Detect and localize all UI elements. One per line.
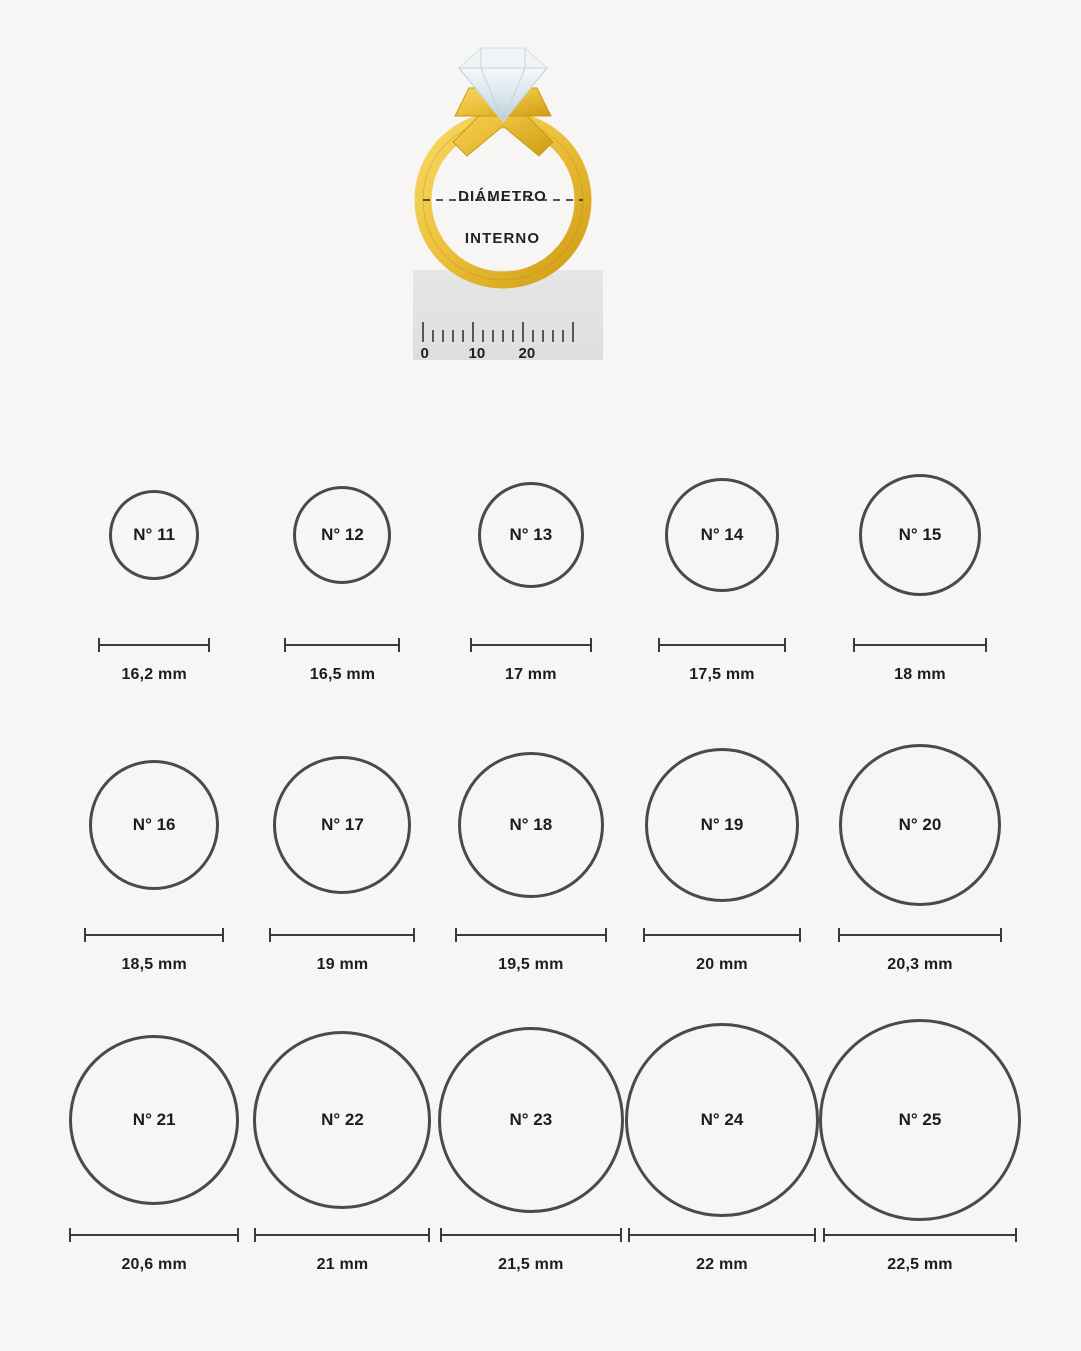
measure-bar: [98, 638, 210, 652]
circle-wrap: [69, 1020, 239, 1220]
measure-tick-right: [208, 638, 210, 652]
size-mm: 19,5 mm: [498, 956, 564, 973]
diametro-label: DIÁMETRO: [458, 188, 547, 205]
measure-tick-left: [98, 638, 100, 652]
measure-tick-right: [620, 1228, 622, 1242]
measure-line: [254, 1234, 430, 1236]
measure-tick-right: [799, 928, 801, 942]
measure-bar: [643, 928, 801, 942]
size-cell: [625, 730, 819, 1020]
size-mm: 17,5 mm: [689, 666, 755, 683]
size-circle: [438, 1027, 624, 1213]
measure-tick-right: [428, 1228, 430, 1242]
circle-wrap: [665, 440, 779, 630]
measure-bar: [284, 638, 400, 652]
measure-bar: [853, 638, 987, 652]
size-mm: 22,5 mm: [887, 1256, 953, 1273]
measure-bar: [838, 928, 1002, 942]
size-cell: [819, 440, 1021, 730]
measure-tick-left: [84, 928, 86, 942]
ruler-tick-0: 0: [420, 345, 429, 362]
size-circle: [458, 752, 604, 898]
circle-wrap: [625, 1020, 819, 1220]
size-label: N° 25: [898, 1110, 942, 1129]
size-mm: 18,5 mm: [121, 956, 187, 973]
ruler-tick-20: 20: [518, 345, 536, 362]
measure-tick-right: [413, 928, 415, 942]
size-mm: 20,3 mm: [887, 956, 953, 973]
measure-line: [284, 644, 400, 646]
size-mm: 16,5 mm: [309, 666, 376, 683]
circle-wrap: [478, 440, 584, 630]
circle-wrap: [645, 730, 799, 920]
measure-tick-right: [784, 638, 786, 652]
circle-wrap: [273, 730, 411, 920]
measure-tick-left: [838, 928, 840, 942]
ring-illustration-inner: [411, 30, 671, 400]
size-label: N° 16: [132, 815, 176, 834]
measure-tick-left: [284, 638, 286, 652]
measure-bar: [84, 928, 224, 942]
measure-bar: [658, 638, 786, 652]
measure-line: [628, 1234, 816, 1236]
measure-line: [838, 934, 1002, 936]
size-label: N° 22: [321, 1110, 364, 1129]
size-mm: 19 mm: [316, 956, 369, 973]
size-cell: [819, 730, 1021, 1020]
measure-bar: [440, 1228, 622, 1242]
measure-tick-left: [269, 928, 271, 942]
size-circle: [839, 744, 1001, 906]
circle-wrap: [89, 730, 219, 920]
size-label: N° 12: [321, 525, 364, 544]
measure-tick-left: [254, 1228, 256, 1242]
measure-bar: [269, 928, 415, 942]
size-cell: [248, 1020, 436, 1310]
size-mm: 20,6 mm: [121, 1256, 187, 1273]
circle-wrap: [109, 440, 199, 630]
measure-bar: [823, 1228, 1017, 1242]
size-circle: [293, 486, 391, 584]
size-cell: [437, 440, 625, 730]
circle-wrap: [819, 1020, 1021, 1220]
measure-bar: [254, 1228, 430, 1242]
measure-line: [269, 934, 415, 936]
circle-wrap: [293, 440, 391, 630]
size-label: N° 17: [321, 815, 364, 834]
measure-bar: [470, 638, 592, 652]
size-cell: [60, 440, 248, 730]
circle-wrap: [253, 1020, 431, 1220]
size-mm: 22 mm: [696, 1256, 748, 1273]
ruler-tick-10: 10: [468, 345, 486, 362]
size-label: N° 20: [898, 815, 942, 834]
size-circle: [645, 748, 799, 902]
measure-tick-left: [455, 928, 457, 942]
size-label: N° 18: [509, 815, 553, 834]
measure-tick-right: [605, 928, 607, 942]
size-circle: [859, 474, 981, 596]
measure-line: [470, 644, 592, 646]
measure-tick-right: [222, 928, 224, 942]
size-label: N° 23: [509, 1110, 553, 1129]
measure-line: [69, 1234, 239, 1236]
size-cell: [60, 730, 248, 1020]
measure-tick-left: [853, 638, 855, 652]
size-mm: 21,5 mm: [498, 1256, 564, 1273]
size-cell: [625, 440, 819, 730]
size-label: N° 13: [509, 525, 553, 544]
measure-line: [84, 934, 224, 936]
measure-tick-left: [628, 1228, 630, 1242]
ring-size-grid: [60, 440, 1021, 1310]
measure-tick-right: [985, 638, 987, 652]
measure-tick-right: [398, 638, 400, 652]
circle-wrap: [458, 730, 604, 920]
size-circle: [253, 1031, 431, 1209]
size-mm: 17 mm: [504, 666, 557, 683]
size-circle: [665, 478, 779, 592]
size-circle: [819, 1019, 1021, 1221]
size-circle: [89, 760, 219, 890]
size-cell: [625, 1020, 819, 1310]
size-label: N° 15: [898, 525, 942, 544]
size-circle: [109, 490, 199, 580]
measure-line: [823, 1234, 1017, 1236]
size-circle: [625, 1023, 819, 1217]
size-label: N° 19: [700, 815, 744, 834]
size-cell: [437, 1020, 625, 1310]
ring-illustration: [0, 0, 1081, 430]
measure-bar: [69, 1228, 239, 1242]
size-cell: [60, 1020, 248, 1310]
size-label: N° 24: [700, 1110, 744, 1129]
measure-tick-right: [814, 1228, 816, 1242]
measure-tick-left: [69, 1228, 71, 1242]
measure-tick-left: [440, 1228, 442, 1242]
measure-line: [643, 934, 801, 936]
size-mm: 21 mm: [316, 1256, 369, 1273]
size-cell: [248, 730, 436, 1020]
measure-bar: [455, 928, 607, 942]
size-cell: [248, 440, 436, 730]
size-cell: [819, 1020, 1021, 1310]
size-label: N° 11: [133, 525, 176, 544]
size-circle: [478, 482, 584, 588]
size-circle: [273, 756, 411, 894]
size-mm: 18 mm: [894, 666, 946, 683]
measure-tick-right: [1000, 928, 1002, 942]
circle-wrap: [839, 730, 1001, 920]
size-cell: [437, 730, 625, 1020]
measure-line: [440, 1234, 622, 1236]
measure-tick-left: [470, 638, 472, 652]
circle-wrap: [438, 1020, 624, 1220]
measure-tick-left: [658, 638, 660, 652]
measure-tick-right: [1015, 1228, 1017, 1242]
size-mm: 16,2 mm: [121, 666, 187, 683]
circle-wrap: [859, 440, 981, 630]
measure-tick-left: [643, 928, 645, 942]
measure-line: [98, 644, 210, 646]
size-label: N° 14: [700, 525, 744, 544]
measure-tick-left: [823, 1228, 825, 1242]
measure-tick-right: [237, 1228, 239, 1242]
interno-label: INTERNO: [464, 230, 541, 247]
measure-bar: [628, 1228, 816, 1242]
size-circle: [69, 1035, 239, 1205]
size-mm: 20 mm: [696, 956, 748, 973]
measure-line: [455, 934, 607, 936]
size-label: N° 21: [132, 1110, 176, 1129]
measure-line: [853, 644, 987, 646]
measure-line: [658, 644, 786, 646]
measure-tick-right: [590, 638, 592, 652]
